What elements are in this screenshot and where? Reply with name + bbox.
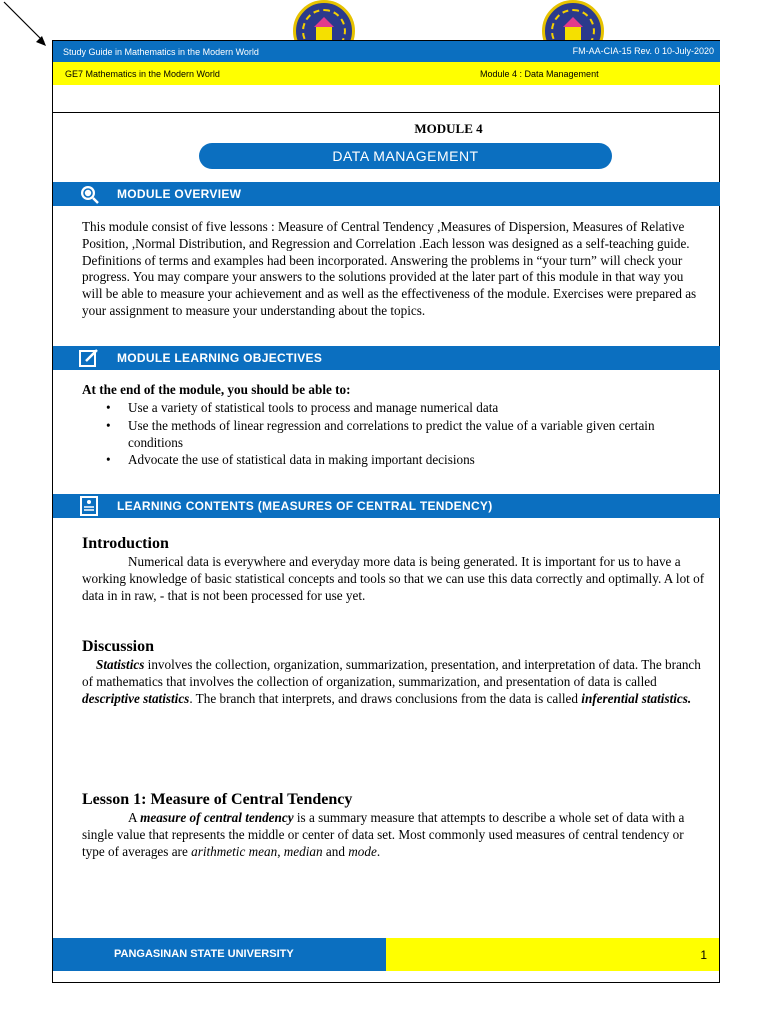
discussion-body-1: involves the collection, organization, summarization, presentation, and interpretation of data. The branch of mathematics that involves the collection of organization, summarization, and presentation of data is called <box>82 657 701 689</box>
objectives-list <box>82 400 710 469</box>
introduction-heading: Introduction <box>82 535 169 552</box>
discussion-heading: Discussion <box>82 638 155 655</box>
objective-text: Advocate the use of statistical data in making important decisions <box>128 452 475 468</box>
footer-page-bar <box>386 938 719 971</box>
discussion-body-2: . The branch that interprets, and draws conclusions from the data is called <box>189 690 582 706</box>
discussion-text <box>82 657 707 707</box>
lesson1-and: and <box>322 843 349 859</box>
introduction-body: Numerical data is everywhere and everyday more data is being generated. It is important for us to have a working knowledge of basic statistical concepts and tools so that we can use this data correctly and optimally. A lot of data in in raw, - that is not been processed for use yet. <box>82 554 705 603</box>
page-number: 1 <box>700 948 707 962</box>
overview-heading: MODULE OVERVIEW <box>117 187 242 201</box>
header-title: Study Guide in Mathematics in the Modern World <box>63 47 259 57</box>
term-descriptive: descriptive statistics <box>82 690 190 706</box>
objective-text: Use the methods of linear regression and correlations to predict the value of a variable given certain conditions <box>128 417 655 450</box>
header-divider <box>53 112 720 113</box>
term-central-tendency: measure of central tendency <box>140 810 294 825</box>
lesson1-body: is a summary measure that attempts to describe a whole set of data with a single value that represents the middle or center of data set. Most commonly used measures of central tendency or type of averages are <box>82 810 685 859</box>
contents-icon <box>79 496 99 516</box>
contents-section-bar <box>53 494 720 518</box>
term-inferential: inferential statistics. <box>581 690 692 706</box>
lesson1-end: . <box>376 843 381 859</box>
lesson1-article: A <box>128 810 141 825</box>
list-item <box>82 452 710 469</box>
arrow-icon <box>0 0 60 60</box>
objective-text: Use a variety of statistical tools to process and manage numerical data <box>128 400 499 415</box>
course-bar <box>53 62 720 85</box>
objectives-heading: MODULE LEARNING OBJECTIVES <box>117 351 323 365</box>
footer-university: PANGASINAN STATE UNIVERSITY <box>114 948 294 960</box>
term-mode: mode <box>348 843 377 859</box>
contents-heading: LEARNING CONTENTS (MEASURES OF CENTRAL TENDENCY) <box>117 499 493 513</box>
header-bar <box>53 41 720 62</box>
list-item <box>82 400 710 417</box>
search-book-icon <box>79 184 99 204</box>
overview-text: This module consist of five lessons : Measure of Central Tendency ,Measures of Dispersion, Measures of Relative Position, ,Normal Distribution, and Regression and Correlation .Each lesson was designed as a self-teaching guide. Definitions of terms and examples had been incorporated. Answering the problems in “your turn” will check your progress. You may compare your answers to the solutions provided at the later part of this module in that way you will be able to measure your achievement and as well as the effectiveness of the module. Exercises were prepared as your assignment to measure your understanding about the topics. <box>82 219 697 318</box>
objectives-section-bar <box>53 346 720 370</box>
lesson1-comma: , <box>277 843 284 859</box>
overview-section-bar <box>53 182 720 206</box>
term-mean: arithmetic mean <box>191 843 278 859</box>
course-name: GE7 Mathematics in the Modern World <box>65 69 220 79</box>
lesson1-heading: Lesson 1: Measure of Central Tendency <box>82 791 353 808</box>
lesson1-text <box>82 810 707 860</box>
module-ref: Module 4 : Data Management <box>480 69 599 79</box>
module-title: DATA MANAGEMENT <box>199 143 612 169</box>
bullet-icon: • <box>106 452 111 468</box>
term-median: median <box>283 843 323 859</box>
objectives-intro: At the end of the module, you should be able to: <box>82 382 351 397</box>
header-form-code: FM-AA-CIA-15 Rev. 0 10-July-2020 <box>572 46 714 56</box>
term-statistics: Statistics <box>96 657 145 672</box>
footer-university-bar <box>53 938 386 971</box>
bullet-icon: • <box>106 400 111 415</box>
module-number: MODULE 4 <box>414 121 483 136</box>
bullet-icon: • <box>106 417 111 433</box>
list-item <box>82 418 710 452</box>
introduction-text <box>82 554 707 604</box>
edit-icon <box>79 348 99 368</box>
